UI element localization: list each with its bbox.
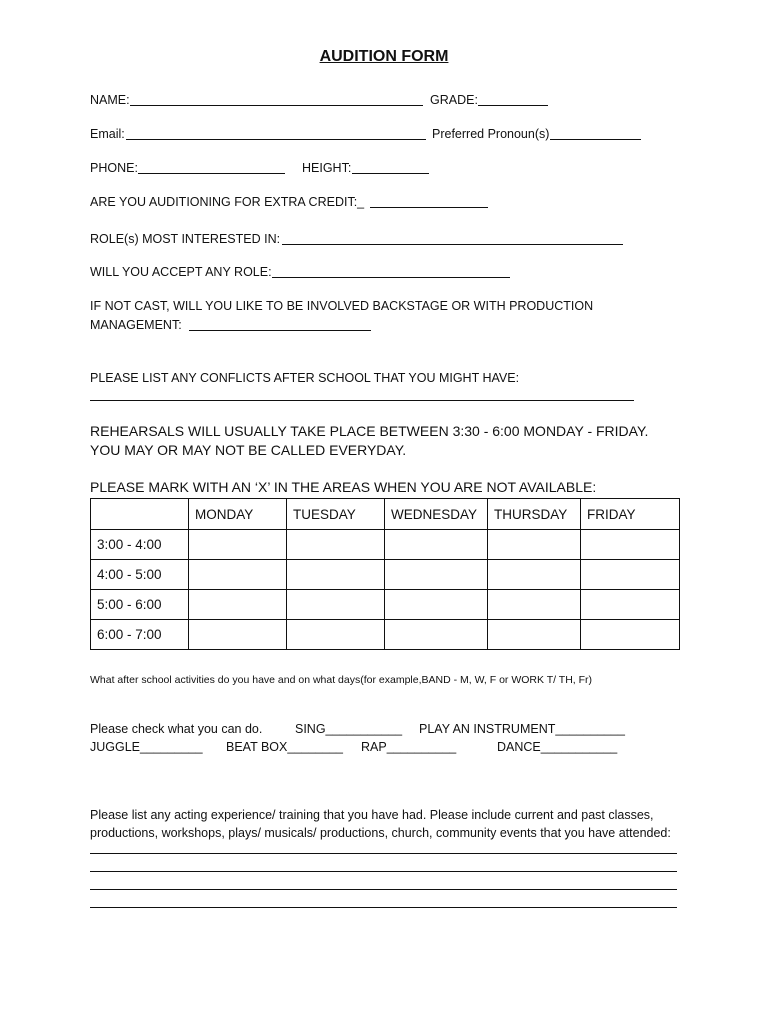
day-header: WEDNESDAY [385, 499, 488, 530]
availability-cell[interactable] [581, 620, 680, 650]
conflicts-blank[interactable] [90, 400, 634, 401]
phone-blank[interactable] [138, 173, 285, 174]
skills-intro: Please check what you can do. [90, 722, 263, 736]
table-row [91, 560, 680, 590]
height-label: HEIGHT: [302, 161, 352, 175]
backstage-label-line1: IF NOT CAST, WILL YOU LIKE TO BE INVOLVED BACKSTAGE OR WITH PRODUCTION [90, 299, 594, 313]
availability-cell[interactable] [189, 620, 287, 650]
availability-cell[interactable] [385, 530, 488, 560]
availability-cell[interactable] [488, 560, 581, 590]
email-label: Email: [90, 127, 125, 141]
availability-cell[interactable] [581, 590, 680, 620]
day-header: TUESDAY [287, 499, 385, 530]
time-slot: 6:00 - 7:00 [91, 620, 189, 650]
table-row [91, 530, 680, 560]
name-label: NAME: [90, 93, 130, 107]
experience-blank-line[interactable] [90, 871, 677, 872]
experience-blank-line[interactable] [90, 907, 677, 908]
day-header: MONDAY [189, 499, 287, 530]
grade-label: GRADE: [430, 93, 478, 107]
availability-cell[interactable] [189, 590, 287, 620]
experience-blank-line[interactable] [90, 889, 677, 890]
backstage-blank[interactable] [189, 330, 371, 331]
grade-blank[interactable] [478, 105, 548, 106]
extra-credit-blank[interactable] [370, 207, 488, 208]
skill-sing[interactable]: SING___________ [295, 722, 403, 736]
availability-cell[interactable] [189, 530, 287, 560]
experience-prompt-line1: Please list any acting experience/ training that you have had. Please include current and past classes, [90, 808, 654, 822]
form-title: AUDITION FORM [319, 48, 449, 65]
skill-juggle[interactable]: JUGGLE_________ [90, 740, 203, 754]
roles-blank[interactable] [282, 244, 623, 245]
availability-cell[interactable] [287, 590, 385, 620]
availability-cell[interactable] [385, 620, 488, 650]
table-row [91, 590, 680, 620]
phone-label: PHONE: [90, 161, 138, 175]
activities-note: What after school activities do you have and on what days(for example,BAND - M, W, F or WORK T/ TH, Fr) [90, 674, 593, 686]
corner-cell [91, 499, 189, 530]
availability-cell[interactable] [488, 590, 581, 620]
skill-rap[interactable]: RAP__________ [361, 740, 457, 754]
rehearsal-info-line1: REHEARSALS WILL USUALLY TAKE PLACE BETWEEN 3:30 - 6:00 MONDAY - FRIDAY. [90, 423, 649, 439]
skill-dance[interactable]: DANCE___________ [497, 740, 618, 754]
time-slot: 5:00 - 6:00 [91, 590, 189, 620]
extra-credit-label: ARE YOU AUDITIONING FOR EXTRA CREDIT:_ [90, 195, 365, 209]
table-row [91, 620, 680, 650]
day-header: THURSDAY [488, 499, 581, 530]
availability-cell[interactable] [581, 560, 680, 590]
availability-instruction: PLEASE MARK WITH AN ‘X’ IN THE AREAS WHEN YOU ARE NOT AVAILABLE: [90, 479, 597, 495]
skill-instrument[interactable]: PLAY AN INSTRUMENT__________ [419, 722, 625, 736]
pronouns-blank[interactable] [550, 139, 641, 140]
skill-beatbox[interactable]: BEAT BOX________ [226, 740, 343, 754]
availability-cell[interactable] [488, 620, 581, 650]
accept-role-label: WILL YOU ACCEPT ANY ROLE: [90, 265, 272, 279]
roles-label: ROLE(s) MOST INTERESTED IN: [90, 232, 281, 246]
availability-table [90, 498, 680, 650]
availability-cell[interactable] [189, 560, 287, 590]
email-blank[interactable] [126, 139, 426, 140]
time-slot: 4:00 - 5:00 [91, 560, 189, 590]
availability-cell[interactable] [385, 590, 488, 620]
availability-cell[interactable] [581, 530, 680, 560]
backstage-label-line2: MANAGEMENT: [90, 318, 182, 332]
availability-cell[interactable] [287, 560, 385, 590]
availability-cell[interactable] [488, 530, 581, 560]
conflicts-label: PLEASE LIST ANY CONFLICTS AFTER SCHOOL THAT YOU MIGHT HAVE: [90, 371, 520, 385]
table-header-row [91, 499, 680, 530]
rehearsal-info-line2: YOU MAY OR MAY NOT BE CALLED EVERYDAY. [90, 442, 407, 458]
availability-cell[interactable] [385, 560, 488, 590]
name-blank[interactable] [130, 105, 423, 106]
experience-prompt-line2: productions, workshops, plays/ musicals/ productions, church, community events that you have attended: [90, 826, 671, 840]
accept-role-blank[interactable] [272, 277, 510, 278]
availability-cell[interactable] [287, 530, 385, 560]
time-slot: 3:00 - 4:00 [91, 530, 189, 560]
height-blank[interactable] [352, 173, 429, 174]
pronouns-label: Preferred Pronoun(s) [432, 127, 550, 141]
experience-blank-line[interactable] [90, 853, 677, 854]
availability-cell[interactable] [287, 620, 385, 650]
day-header: FRIDAY [581, 499, 680, 530]
